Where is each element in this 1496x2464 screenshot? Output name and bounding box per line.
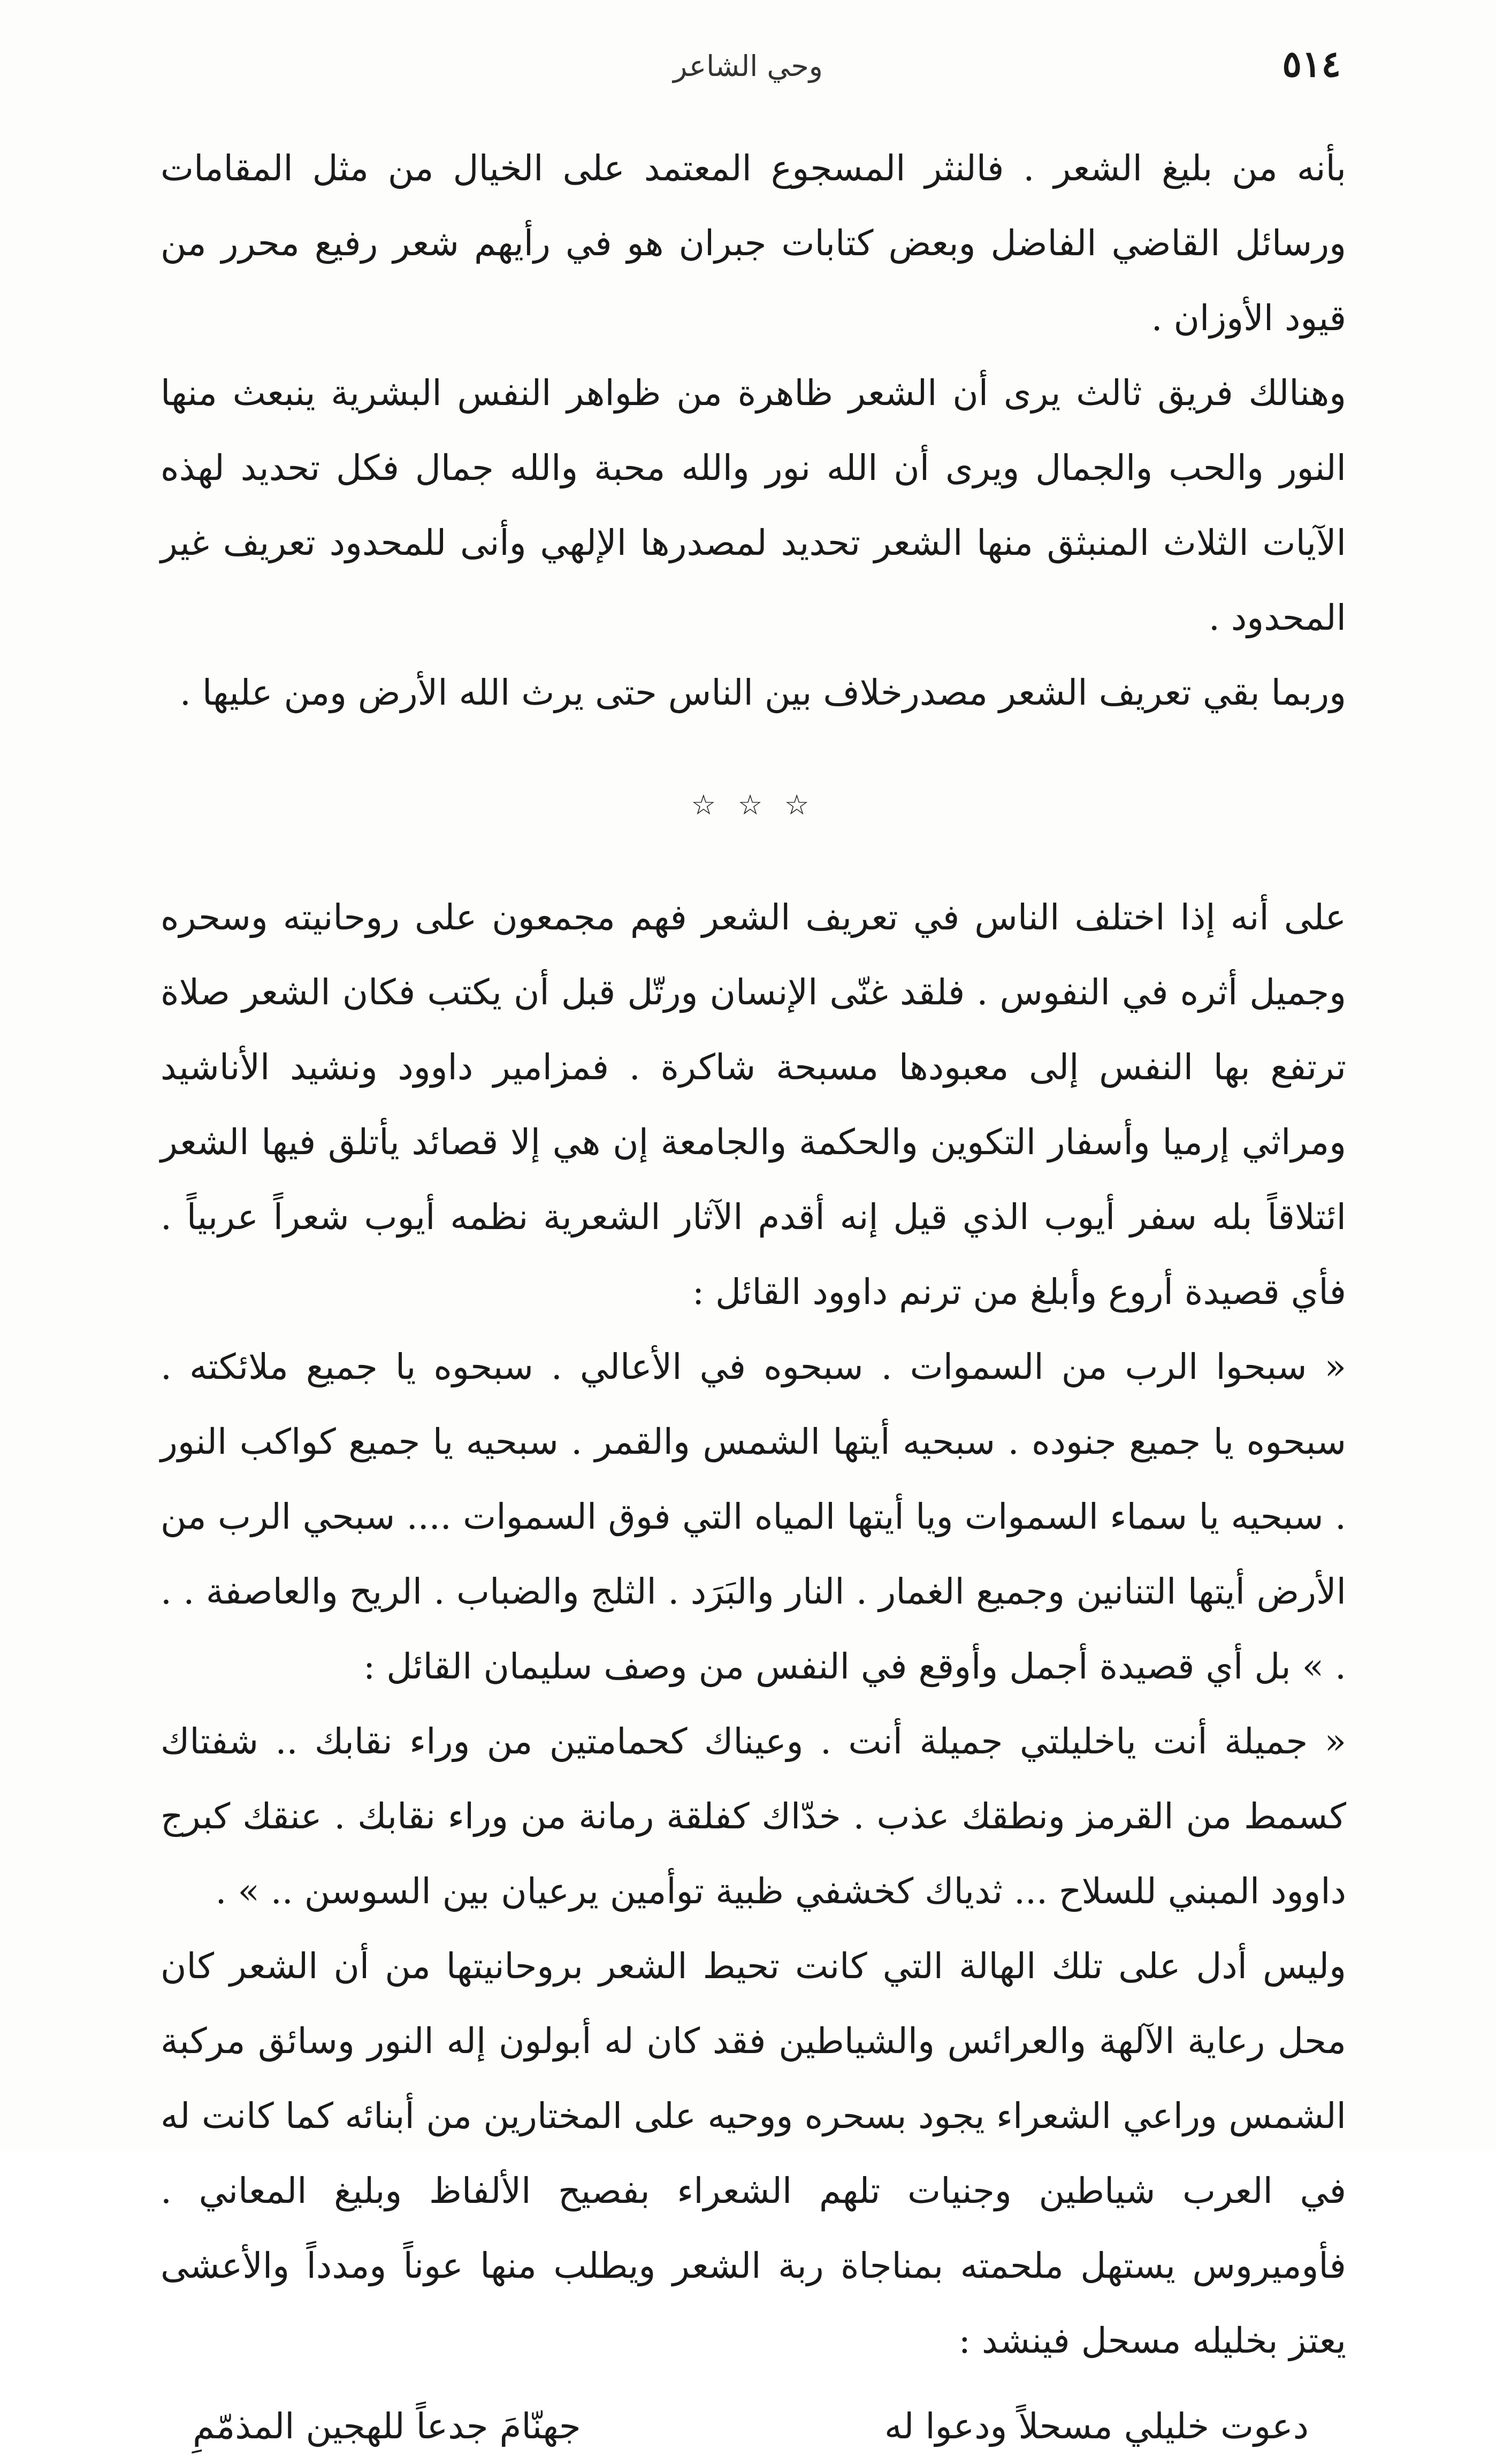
paragraph: وهنالك فريق ثالث يرى أن الشعر ظاهرة من ظواهر النفس البشرية ينبعث منها النور والحب والجمال ويرى أن الله نور والله محبة والله جمال فكل تحديد لهذه الآيات الثلاث المنبثق منها الشعر تحديد لمصدرها الإلهي وأنى للمحدود تعريف غير المحدود . [161,372,1346,638]
poem-verse [161,2389,1346,2464]
quotation-psalm: « سبحوا الرب من السموات . سبحوه في الأعالي . سبحوه يا جميع ملائكته . سبحوه يا جميع جنوده . سبحيه أيتها الشمس والقمر . سبحيه يا جميع كواكب النور . سبحيه يا سماء السموات ويا أيتها المياه التي فوق السموات .... سبحي الرب من الأرض أيتها التنانين وجميع الغمار . النار والبَرَد . الثلج والضباب . الريح والعاصفة . . . » بل أي قصيدة أجمل وأوقع في النفس من وصف سليمان القائل : [161,1346,1346,1687]
page-header [155,37,1341,102]
paragraph: وليس أدل على تلك الهالة التي كانت تحيط الشعر بروحانيتها من أن الشعر كان محل رعاية الآلهة والعرائس والشياطين فقد كان له أبولون إله النور وسائق مركبة الشمس وراعي الشعراء يجود بسحره ووحيه على المختارين من أبنائه كما كانت له في العرب شياطين وجنيات تلهم الشعراء بفصيح الألفاظ وبليغ المعاني . فأوميروس يستهل ملحمته بمناجاة ربة الشعر ويطلب منها عوناً ومدداً والأعشى يعتز بخليله مسحل فينشد : [161,1946,1346,2361]
verse-second-hemistich: جهنّامَ جدعاً للهجين المذمّمِ [193,2406,581,2447]
paragraph: على أنه إذا اختلف الناس في تعريف الشعر فهم مجمعون على روحانيته وسحره وجميل أثره في النفوس . فلقد غنّى الإنسان ورتّل قبل أن يكتب فكان الشعر صلاة ترتفع بها النفس إلى معبودها مسبحة شاكرة . فمزامير داوود ونشيد الأناشيد ومراثي إرميا وأسفار التكوين والحكمة والجامعة إن هي إلا قصائد يأتلق فيها الشعر ائتلاقاً بله سفر أيوب الذي قيل إنه أقدم الآثار الشعرية نظمه أيوب شعراً عربياً . فأي قصيدة أروع وأبلغ من ترنم داوود القائل : [161,897,1346,1313]
quotation-song: « جميلة أنت ياخليلتي جميلة أنت . وعيناك كحمامتين من وراء نقابك .. شفتاك كسمط من القرمز ونطقك عذب . خدّاك كفلقة رمانة من وراء نقابك . عنقك كبرج داوود المبني للسلاح ... ثدياك كخشفي ظبية توأمين يرعيان بين السوسن .. » . [161,1721,1346,1912]
running-title: وحي الشاعر [673,49,823,83]
verse-first-hemistich: دعوت خليلي مسحلاً ودعوا له [884,2406,1309,2447]
page-number: ٥١٤ [1282,43,1341,86]
section-separator: ☆ ☆ ☆ [691,789,816,821]
page-body [161,131,1346,2464]
paragraph: وربما بقي تعريف الشعر مصدرخلاف بين الناس حتى يرث الله الأرض ومن عليها . [179,672,1346,713]
paragraph: بأنه من بليغ الشعر . فالنثر المسجوع المعتمد على الخيال من مثل المقامات ورسائل القاضي الفاضل وبعض كتابات جبران هو في رأيهم شعر رفيع محرر من قيود الأوزان . [161,148,1346,339]
